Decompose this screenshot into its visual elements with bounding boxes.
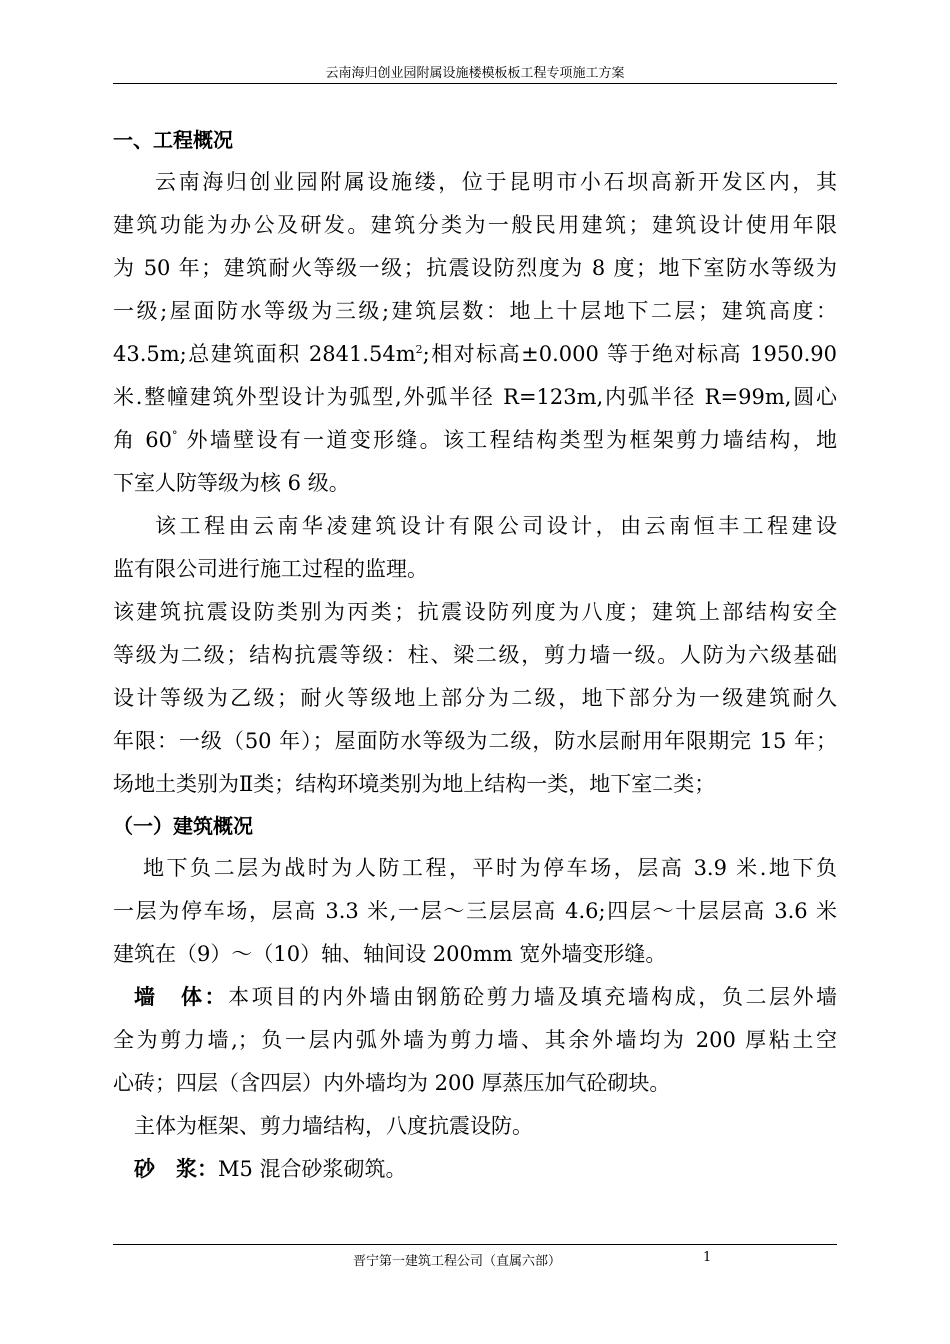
section-heading: 一、工程概况: [113, 128, 233, 152]
paragraph-line: 主体为框架、剪力墙结构，八度抗震设防。: [134, 1114, 533, 1138]
paragraph-line: 一级;屋面防水等级为三级;建筑层数：地上十层地下二层；建筑高度：: [113, 299, 837, 323]
paragraph-line: 心砖；四层（含四层）内外墙均为 200 厚蒸压加气砼砌块。: [113, 1071, 671, 1095]
text-run: M5 混合砂浆砌筑。: [218, 1157, 407, 1181]
page-number: 1: [703, 1250, 712, 1265]
footer-divider: [113, 1244, 837, 1245]
superscript: 2: [415, 343, 423, 356]
paragraph-line: 该工程由云南华凌建筑设计有限公司设计，由云南恒丰工程建设: [155, 514, 837, 538]
paragraph-line: 等级为二级；结构抗震等级：柱、梁二级，剪力墙一级。人防为六级基础: [113, 643, 837, 667]
paragraph-line: 全为剪力墙,；负一层内弧外墙为剪力墙、其余外墙均为 200 厚粘土空: [113, 1028, 837, 1052]
paragraph-line: 云南海归创业园附属设施缕，位于昆明市小石坝高新开发区内，其: [155, 170, 837, 194]
paragraph-line: 下室人防等级为核 6 级。: [113, 471, 350, 495]
paragraph-line: [113, 1148, 837, 1191]
wall-label: 墙 体：: [134, 985, 229, 1009]
paragraph-line: 年限：一级（50 年）；屋面防水等级为二级，防水层耐用年限期完 15 年；: [113, 729, 837, 753]
paragraph-line: 地下负二层为战时为人防工程，平时为停车场，层高 3.9 米.地下负: [143, 856, 837, 880]
header-divider: [113, 83, 837, 84]
paragraph-line: 设计等级为乙级；耐火等级地上部分为二级，地下部分为一级建筑耐久: [113, 686, 837, 710]
paragraph-line: 建筑功能为办公及研发。建筑分类为一般民用建筑；建筑设计使用年限: [113, 213, 837, 237]
degree-sign: °: [172, 429, 178, 442]
page-header: 云南海归创业园附属设施楼模板板工程专项施工方案: [325, 66, 625, 81]
paragraph-line: 为 50 年；建筑耐火等级一级；抗震设防烈度为 8 度；地下室防水等级为: [113, 256, 837, 280]
text-run: 外墙壁设有一道变形缝。该工程结构类型为框架剪力墙结构，地: [177, 428, 837, 452]
subsection-heading: （一）建筑概况: [113, 814, 253, 838]
document-body: [113, 120, 837, 1191]
paragraph-line: 一层为停车场，层高 3.3 米,一层～三层层高 4.6;四层～十层层高 3.6 米: [113, 899, 837, 923]
text-run: ;相对标高±0.000 等于绝对标高 1950.90: [422, 342, 837, 366]
text-run: 43.5m;总建筑面积 2841.54m: [113, 342, 416, 366]
text-run: 角 60: [113, 428, 173, 452]
paragraph-line: [113, 419, 837, 462]
paragraph-line: 监有限公司进行施工过程的监理。: [113, 557, 428, 581]
paragraph-line: 建筑在（9）～（10）轴、轴间设 200mm 宽外墙变形缝。: [113, 942, 667, 966]
paragraph-line: 该建筑抗震设防类别为丙类；抗震设防列度为八度；建筑上部结构安全: [113, 600, 837, 624]
paragraph-line: 场地土类别为Ⅱ类；结构环境类别为地上结构一类，地下室二类；: [113, 772, 716, 796]
mortar-label: 砂 浆：: [134, 1157, 218, 1181]
footer-company: 晋宁第一建筑工程公司（直属六部）: [353, 1254, 562, 1269]
paragraph-line: [113, 976, 837, 1019]
text-run: 本项目的内外墙由钢筋砼剪力墙及填充墙构成，负二层外墙: [228, 985, 838, 1009]
paragraph-line: [113, 333, 837, 376]
paragraph-line: 米.整幢建筑外型设计为弧型,外弧半径 R=123m,内弧半径 R=99m,圆心: [113, 385, 837, 409]
